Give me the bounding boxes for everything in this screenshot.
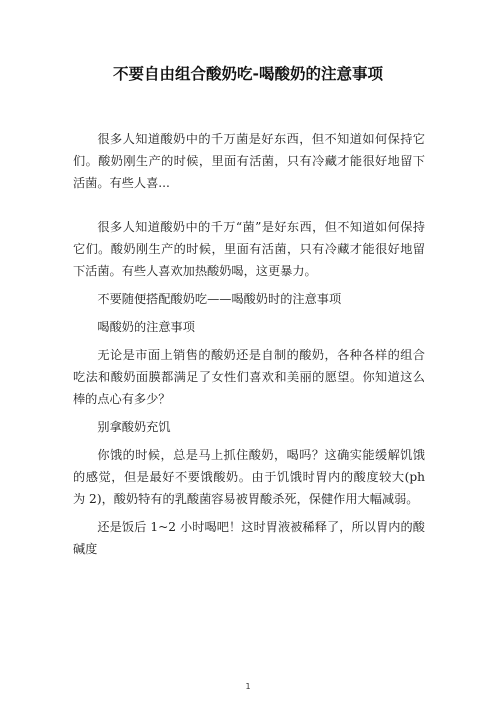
section-heading-hunger: 别拿酸奶充饥 (97, 420, 171, 434)
page-number: 1 (245, 682, 251, 691)
paragraph-intro-excerpt: 很多人知道酸奶中的千万菌是好东西，但不知道如何保持它们。酸奶刚生产的时候，里面有活菌，只有冷藏才能很好地留下活菌。有些人喜... (73, 132, 425, 190)
document-body (73, 128, 425, 560)
paragraph-body: 无论是市面上销售的酸奶还是自制的酸奶，各种各样的组合吃法和酸奶面膜都满足了女性们喜欢和美丽的愿望。你知道这么棒的点心有多少？ (73, 348, 425, 406)
paragraph-body: 你饿的时候，总是马上抓住酸奶，喝吗？这确实能缓解饥饿的感觉，但是最好不要饿酸奶。由于饥饿时胃内的酸度较大(ph 为 2)，酸奶特有的乳酸菌容易被胃酸杀死，保健作用大幅减弱。 (73, 448, 425, 506)
paragraph-intro-full: 很多人知道酸奶中的千万“菌”是好东西，但不知道如何保持它们。酸奶刚生产的时候，里面有活菌，只有冷藏才能很好地留下活菌。有些人喜欢加热酸奶喝，这更暴力。 (73, 220, 425, 278)
paragraph-body: 还是饭后 1~2 小时喝吧！这时胃液被稀释了，所以胃内的酸碱度 (73, 520, 425, 556)
section-heading-notes: 喝酸奶的注意事项 (97, 320, 195, 334)
paragraph-subtitle: 不要随便搭配酸奶吃——喝酸奶时的注意事项 (97, 292, 342, 306)
document-title: 不要自由组合酸奶吃-喝酸奶的注意事项 (113, 65, 383, 83)
